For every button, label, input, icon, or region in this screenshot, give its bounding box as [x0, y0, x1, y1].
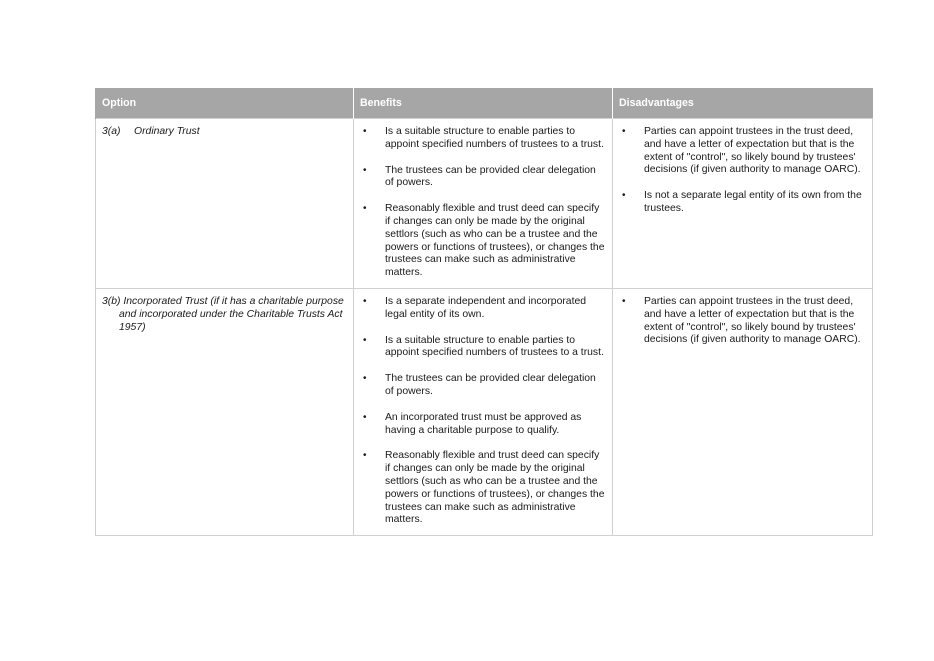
option-label: 3(b) Incorporated Trust (if it has a charitable purpose and incorporated under the Charitable Trusts Act 1957)	[102, 295, 344, 333]
disadvantages-cell	[613, 119, 873, 289]
header-disadvantages: Disadvantages	[613, 88, 873, 119]
disadvantages-cell	[613, 288, 873, 535]
benefits-cell	[354, 288, 613, 535]
option-cell	[96, 288, 354, 535]
bullet-icon: •	[363, 126, 367, 137]
list-item: • Reasonably flexible and trust deed can specify if changes can only be made by the original settlors (such as who can be a trustee and the powers or functions of trustees), or changes the trustees can make such as administrative matters.	[363, 203, 605, 279]
options-table	[95, 88, 873, 536]
bullet-icon: •	[622, 295, 626, 307]
list-item: • Is not a separate legal entity of its own from the trustees.	[622, 190, 862, 214]
option-number: 3(a)	[102, 126, 121, 137]
bullet-icon: •	[363, 203, 367, 215]
list-item: • Is a separate independent and incorporated legal entity of its own.	[363, 295, 587, 320]
disadvantages-list	[619, 126, 866, 216]
bullet-icon: •	[363, 334, 367, 346]
table-row	[96, 119, 873, 289]
list-item: • Parties can appoint trustees in the trust deed, and have a letter of expectation but that is the extent of "control", so likely bound by trustees' decisions (if given authority to manage OARC).	[622, 295, 861, 346]
benefits-list	[360, 296, 606, 527]
header-row	[96, 88, 873, 119]
option-cell	[96, 119, 354, 289]
option-title: Ordinary Trust	[134, 126, 200, 137]
bullet-icon: •	[363, 164, 367, 176]
bullet-icon: •	[363, 295, 367, 307]
table-header	[96, 88, 873, 119]
list-item: • Parties can appoint trustees in the trust deed, and have a letter of expectation but that is the extent of "control", so likely bound by trustees' decisions (if given authority to manage OARC).	[622, 126, 861, 176]
table-row	[96, 288, 873, 535]
bullet-icon: •	[363, 450, 367, 462]
header-benefits: Benefits	[354, 88, 613, 119]
list-item: • Reasonably flexible and trust deed can specify if changes can only be made by the original settlors (such as who can be a trustee and the powers or functions of trustees), or changes the trustees can make such as administrative matters.	[363, 450, 605, 526]
benefits-cell	[354, 119, 613, 289]
bullet-icon: •	[622, 190, 626, 202]
benefits-list	[360, 126, 606, 280]
list-item: • An incorporated trust must be approved as having a charitable purpose to qualify.	[363, 411, 582, 436]
list-item: • The trustees can be provided clear delegation of powers.	[363, 373, 596, 397]
bullet-icon: •	[363, 373, 367, 385]
list-item: • Is a suitable structure to enable parties to appoint specified numbers of trustees to a trust.	[363, 334, 604, 359]
list-item: • The trustees can be provided clear delegation of powers.	[363, 164, 596, 189]
list-item: • Is a suitable structure to enable parties to appoint specified numbers of trustees to a trust.	[363, 126, 604, 150]
disadvantages-list	[619, 296, 866, 347]
header-option: Option	[96, 88, 354, 119]
bullet-icon: •	[622, 126, 626, 137]
option-label	[102, 126, 347, 139]
bullet-icon: •	[363, 411, 367, 423]
